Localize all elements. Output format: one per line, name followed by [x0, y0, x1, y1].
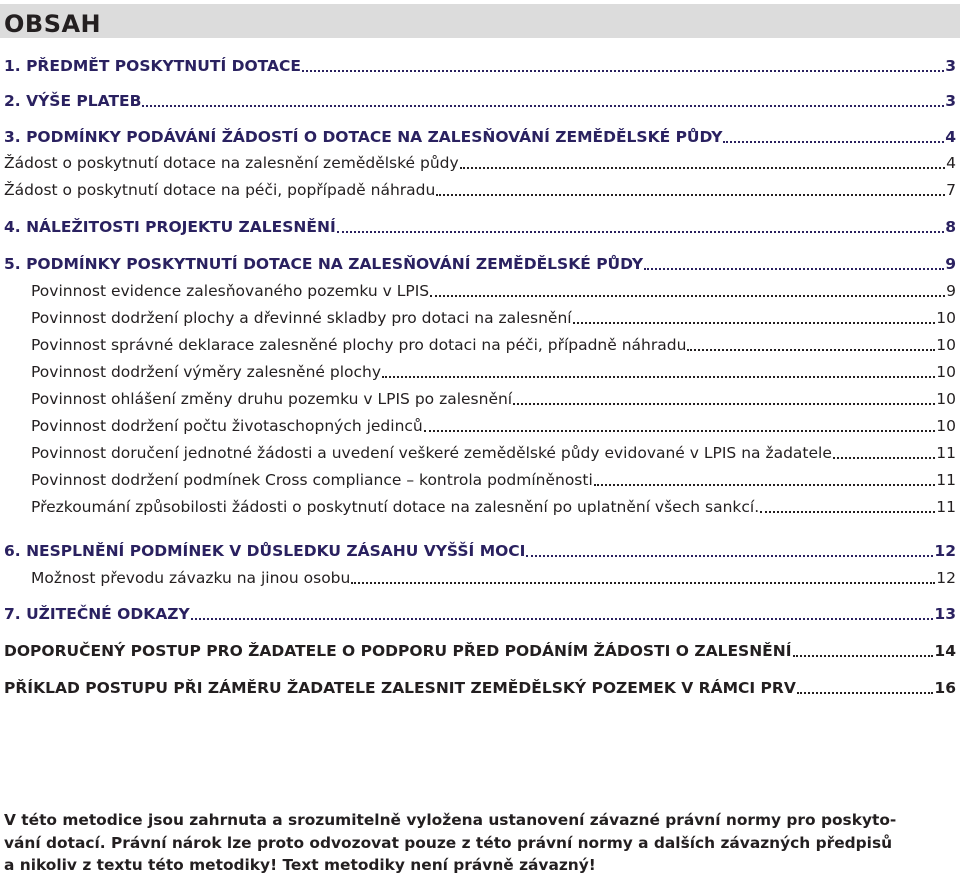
toc-subentry[interactable] [31, 467, 960, 493]
toc-leader-dots [430, 295, 945, 297]
toc-page-number: 10 [936, 363, 956, 381]
toc-leader-dots [191, 618, 934, 620]
contents-title: OBSAH [4, 10, 102, 38]
toc-page-number: 14 [934, 642, 956, 660]
toc-entry-text: Žádost o poskytnutí dotace na péči, popřípadě náhradu [4, 181, 436, 199]
toc-page-number: 9 [946, 282, 956, 300]
toc-subentry[interactable] [31, 494, 960, 520]
toc-entry-text: Povinnost správné deklarace zalesněné plochy pro dotaci na péči, případně náhradu [31, 336, 687, 354]
toc-subentry[interactable] [31, 413, 960, 439]
toc-entry-6[interactable] [4, 538, 960, 564]
toc-page-number: 8 [945, 218, 956, 236]
toc-entry-5[interactable] [4, 251, 960, 277]
toc-page-number: 11 [936, 498, 956, 516]
toc-entry-text: Povinnost dodržení počtu životaschopných jedinců [31, 417, 423, 435]
toc-entry-text: Povinnost doručení jednotné žádosti a uvedení veškeré zemědělské půdy evidované v LPIS na žadatele [31, 444, 832, 462]
toc-page-number: 4 [946, 154, 956, 172]
toc-subentry[interactable] [31, 332, 960, 358]
toc-subentry[interactable] [31, 278, 960, 304]
toc-entry-text: Povinnost dodržení výměry zalesněné plochy [31, 363, 382, 381]
toc-entry-text: 3. PODMÍNKY PODÁVÁNÍ ŽÁDOSTÍ O DOTACE NA ZALESŇOVÁNÍ ZEMĚDĚLSKÉ PŮDY [4, 128, 723, 146]
toc-page-number: 10 [936, 336, 956, 354]
toc-entry-text: 7. UŽITEČNÉ ODKAZY [4, 605, 190, 623]
toc-page-number: 3 [945, 57, 956, 75]
toc-leader-dots [302, 70, 944, 72]
toc-leader-dots [424, 430, 936, 432]
toc-leader-dots [594, 484, 936, 486]
toc-page-number: 12 [934, 542, 956, 560]
toc-subentry[interactable] [31, 440, 960, 466]
toc-leader-dots [460, 167, 945, 169]
toc-entry-procedure-example[interactable] [4, 675, 960, 701]
toc-leader-dots [687, 349, 935, 351]
toc-leader-dots [797, 692, 934, 694]
toc-entry-text: 1. PŘEDMĚT POSKYTNUTÍ DOTACE [4, 57, 301, 75]
toc-entry-1[interactable] [4, 53, 960, 79]
toc-leader-dots [142, 105, 944, 107]
toc-entry-text: Povinnost dodržení podmínek Cross compliance – kontrola podmíněnosti [31, 471, 593, 489]
toc-entry-text: Povinnost ohlášení změny druhu pozemku v LPIS po zalesnění [31, 390, 513, 408]
toc-leader-dots [793, 655, 934, 657]
disclaimer-line: a nikoliv z textu této metodiky! Text metodiky není právně závazný! [4, 856, 596, 874]
legal-disclaimer [4, 809, 956, 877]
toc-page-number: 3 [945, 92, 956, 110]
toc-subentry[interactable] [31, 305, 960, 331]
toc-leader-dots [723, 141, 944, 143]
toc-page-number: 11 [936, 471, 956, 489]
toc-entry-text: 4. NÁLEŽITOSTI PROJEKTU ZALESNĚNÍ [4, 218, 336, 236]
contents-header-bar [0, 4, 960, 38]
toc-leader-dots [573, 322, 936, 324]
toc-leader-dots [351, 582, 935, 584]
toc-subentry[interactable] [31, 565, 960, 591]
toc-page-number: 10 [936, 390, 956, 408]
toc-page-number: 10 [936, 417, 956, 435]
toc-entry-text: Žádost o poskytnutí dotace na zalesnění zemědělské půdy [4, 154, 459, 172]
toc-leader-dots [760, 511, 935, 513]
toc-page-number: 4 [945, 128, 956, 146]
toc-entry-text: 6. NESPLNĚNÍ PODMÍNEK V DŮSLEDKU ZÁSAHU VYŠŠÍ MOCI [4, 542, 526, 560]
toc-leader-dots [337, 231, 944, 233]
toc-entry-text: PŘÍKLAD POSTUPU PŘI ZÁMĚRU ŽADATELE ZALESNIT ZEMĚDĚLSKÝ POZEMEK V RÁMCI PRV [4, 679, 796, 697]
toc-entry-recommended-procedure[interactable] [4, 638, 960, 664]
toc-entry-7[interactable] [4, 601, 960, 627]
toc-entry-2[interactable] [4, 88, 960, 114]
toc-entry-text: Přezkoumání způsobilosti žádosti o poskytnutí dotace na zalesnění po uplatnění všech sankcí. [31, 498, 760, 516]
toc-page-number: 7 [946, 181, 956, 199]
toc-page-number: 16 [934, 679, 956, 697]
toc-leader-dots [644, 268, 944, 270]
toc-page-number: 11 [936, 444, 956, 462]
toc-entry-4[interactable] [4, 214, 960, 240]
toc-page-number: 9 [945, 255, 956, 273]
toc-entry-text: Možnost převodu závazku na jinou osobu [31, 569, 351, 587]
toc-leader-dots [513, 403, 935, 405]
toc-subentry[interactable] [31, 359, 960, 385]
disclaimer-line: V této metodice jsou zahrnuta a srozumitelně vyložena ustanovení závazné právní normy pro poskyto- [4, 811, 897, 829]
toc-page-number: 10 [936, 309, 956, 327]
toc-entry-text: Povinnost dodržení plochy a dřevinné skladby pro dotaci na zalesnění [31, 309, 572, 327]
toc-entry-text: 5. PODMÍNKY POSKYTNUTÍ DOTACE NA ZALESŇOVÁNÍ ZEMĚDĚLSKÉ PŮDY [4, 255, 644, 273]
toc-entry-text: Povinnost evidence zalesňovaného pozemku v LPIS [31, 282, 430, 300]
toc-entry-text: 2. VÝŠE PLATEB [4, 92, 142, 110]
toc-leader-dots [833, 457, 935, 459]
toc-leader-dots [526, 555, 933, 557]
toc-leader-dots [436, 194, 945, 196]
toc-subentry[interactable] [4, 177, 960, 203]
toc-entry-3[interactable] [4, 124, 960, 150]
toc-subentry[interactable] [31, 386, 960, 412]
toc-leader-dots [382, 376, 935, 378]
toc-subentry[interactable] [4, 150, 960, 176]
disclaimer-line: vání dotací. Právní nárok lze proto odvozovat pouze z této právní normy a dalších závazných předpisů [4, 833, 893, 852]
toc-page-number: 12 [936, 569, 956, 587]
toc-page-number: 13 [934, 605, 956, 623]
toc-entry-text: DOPORUČENÝ POSTUP PRO ŽADATELE O PODPORU PŘED PODÁNÍM ŽÁDOSTI O ZALESNĚNÍ [4, 642, 792, 660]
